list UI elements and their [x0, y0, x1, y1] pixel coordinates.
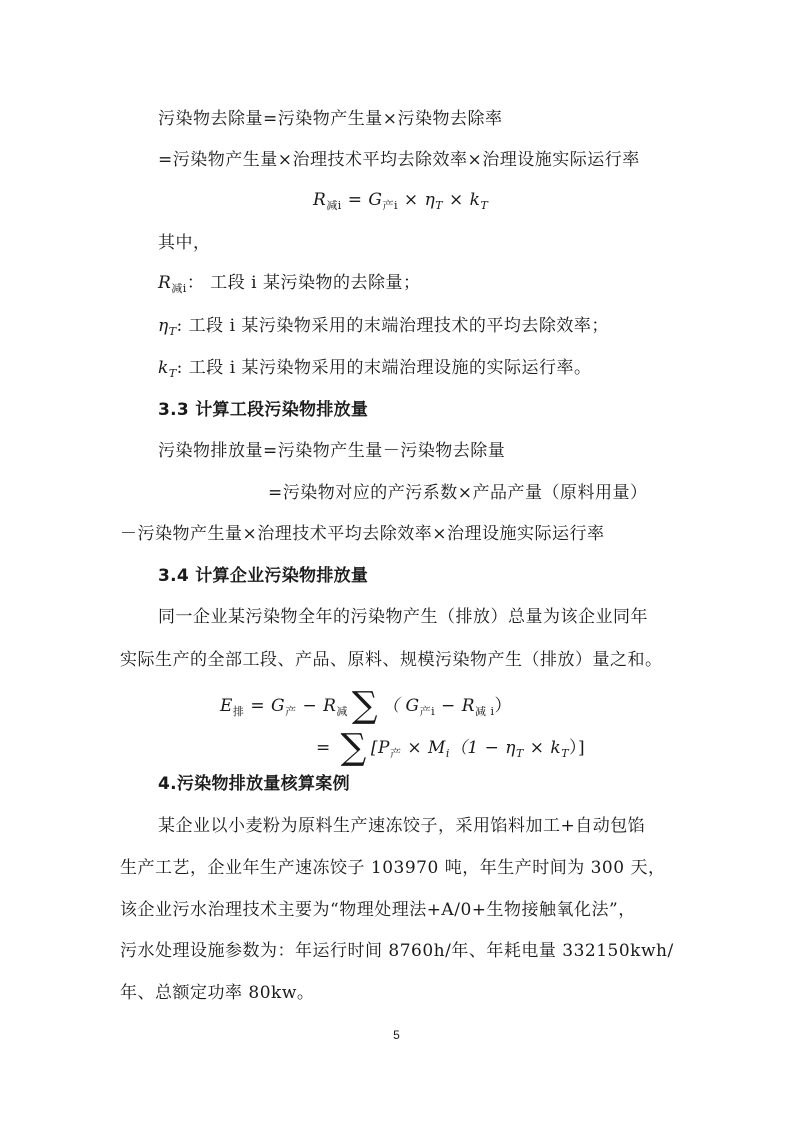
eq1-R-sub: 减: [336, 705, 348, 718]
eq-times-eta: × η: [398, 190, 436, 210]
eq2-paren: （1 − η: [449, 738, 516, 758]
section-3-3-heading: 3.3 计算工段污染物排放量: [158, 400, 369, 420]
section-4-line1: 某企业以小麦粉为原料生产速冻饺子，采用馅料加工+自动包馅: [158, 816, 646, 836]
section-3-3-line2: =污染物对应的产污系数×产品产量（原料用量）: [268, 483, 648, 503]
eq-G-sub: 产i: [382, 199, 399, 212]
section-4-line4: 污水处理设施参数为：年运行时间 8760h/年、年耗电量 332150kwh/: [120, 941, 674, 961]
def-k-symbol: k: [158, 358, 169, 378]
eq-R-sub: 减i: [326, 199, 342, 212]
eq2-k-sub: T: [561, 747, 570, 760]
emission-equation-2: [316, 727, 586, 768]
where-label: 其中，: [158, 233, 211, 253]
eq-k-sub: T: [480, 199, 489, 212]
eq2-times-M: × M: [401, 738, 446, 758]
eq1-E: E: [220, 696, 233, 716]
eq-equals-G: = G: [341, 190, 383, 210]
section-4-line3: 该企业污水治理技术主要为“物理处理法+A/0+生物接触氧化法”，: [120, 900, 636, 920]
removal-formula-line2: =污染物产生量×治理技术平均去除效率×治理设施实际运行率: [158, 150, 640, 170]
def-eta-text: : 工段 i 某污染物采用的末端治理技术的平均去除效率；: [176, 316, 609, 336]
section-3-4-para-line2: 实际生产的全部工段、产品、原料、规模污染物产生（排放）量之和。: [120, 650, 663, 670]
def-eta-symbol: η: [158, 316, 169, 336]
eq1-minus-Ri: − R: [435, 696, 475, 716]
eq2-eta-sub: T: [516, 747, 524, 760]
def-k-text: : 工段 i 某污染物采用的末端治理设施的实际运行率。: [176, 358, 592, 378]
eq1-G-sub: 产: [285, 705, 297, 718]
def-eta-sub: T: [168, 325, 177, 338]
eq2-sum-symbol: ∑: [340, 727, 367, 768]
eq2-M-sub: i: [445, 747, 450, 760]
eq2-close: ）]: [569, 738, 586, 758]
eq1-Gi-sub: 产i: [419, 705, 436, 718]
section-4-line5: 年、总额定功率 80kw。: [120, 983, 315, 1003]
definition-R: [158, 271, 421, 295]
eq-eta-sub: T: [435, 199, 444, 212]
eq1-paren-close: ）: [494, 696, 513, 716]
emission-equation-1: [220, 685, 513, 726]
def-R-text: ： 工段 i 某污染物的去除量；: [186, 273, 421, 293]
def-k-sub: T: [168, 367, 177, 380]
def-R-symbol: R: [158, 273, 172, 293]
eq2-equals: =: [316, 738, 337, 758]
section-3-4-heading: 3.4 计算企业污染物排放量: [158, 566, 369, 586]
eq-times-k: × k: [443, 190, 481, 210]
section-4-line2: 生产工艺，企业年生产速冻饺子 103970 吨，年生产时间为 300 天，: [120, 858, 666, 878]
removal-equation: [313, 188, 488, 212]
definition-k: [158, 356, 592, 380]
eq2-open: [P: [370, 738, 390, 758]
section-4-heading: 4.污染物排放量核算案例: [158, 774, 350, 794]
section-3-3-line1: 污染物排放量=污染物产生量－污染物去除量: [158, 441, 506, 461]
eq-R: R: [313, 190, 327, 210]
eq1-paren-open: （ G: [382, 696, 420, 716]
eq1-minus-R: − R: [296, 696, 337, 716]
eq2-times-k: × k: [523, 738, 562, 758]
eq1-sum-symbol: ∑: [351, 685, 379, 726]
section-3-3-line3: －污染物产生量×治理技术平均去除效率×治理设施实际运行率: [120, 524, 605, 544]
eq1-Ri-sub: 减 i: [475, 705, 495, 718]
definition-eta: [158, 314, 609, 338]
eq1-mid: = G: [244, 696, 286, 716]
eq2-P-sub: 产: [389, 747, 402, 760]
removal-formula-line1: 污染物去除量=污染物产生量×污染物去除率: [158, 109, 503, 129]
eq1-E-sub: 排: [232, 705, 245, 718]
section-3-4-para-line1: 同一企业某污染物全年的污染物产生（排放）总量为该企业同年: [158, 607, 648, 627]
def-R-sub: 减i: [171, 282, 187, 295]
page-number: 5: [393, 1028, 400, 1042]
